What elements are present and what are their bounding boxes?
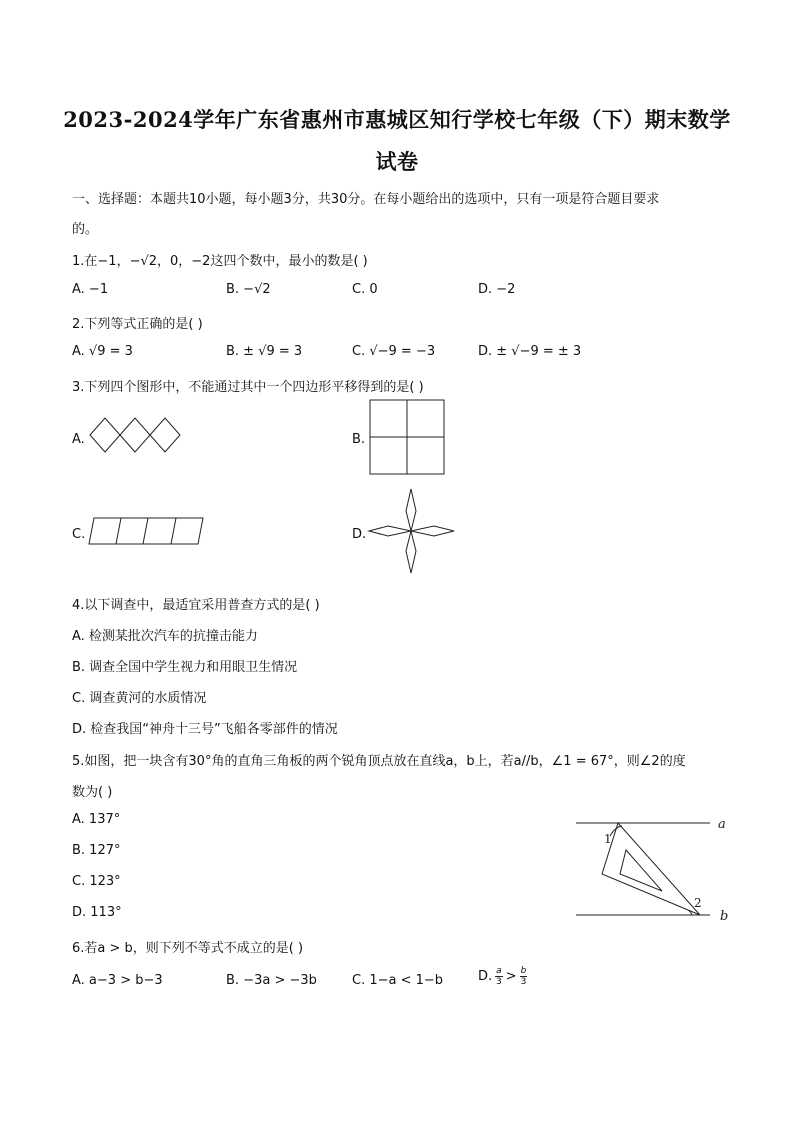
question-5-option-c: C. 123° [72,874,121,889]
question-1-option-b: B. −√2 [226,282,271,297]
question-5-option-b: B. 127° [72,843,121,858]
relation-symbol: > [505,969,517,984]
question-3-stem: 3.下列四个图形中，不能通过其中一个四边形平移得到的是( ) [72,380,424,395]
question-5-stem-line1: 5.如图，把一块含有30°角的直角三角板的两个锐角顶点放在直线a，b上，若a//b，∠1 = 67°，则∠2的度 [72,754,686,769]
label-angle-1: 1 [604,832,612,846]
fraction-denominator: 3 [520,977,527,987]
question-6-option-c: C. 1−a < 1−b [352,973,444,988]
question-1-option-a: A. −1 [72,282,109,297]
question-3-label-c: C. [72,527,86,542]
option-d-prefix: D. [478,969,493,984]
question-3-figure-d [368,487,458,577]
section-instruction-line2: 的。 [72,222,99,237]
exam-title-line1: 2023-2024学年广东省惠州市惠城区知行学校七年级（下）期末数学 [63,107,731,132]
label-angle-2: 2 [694,896,702,910]
question-3-label-a: A. [72,432,85,447]
question-5-stem-line2: 数为( ) [72,785,113,800]
question-1-stem: 1.在−1，−√2，0，−2这四个数中，最小的数是( ) [72,254,368,269]
question-3-label-b: B. [352,432,366,447]
question-3-label-d: D. [352,527,367,542]
question-2-stem: 2.下列等式正确的是( ) [72,317,203,332]
triangle-ruler-outer [602,823,700,915]
question-4-stem: 4.以下调查中，最适宜采用普查方式的是( ) [72,598,320,613]
question-3-figure-a [88,415,184,455]
question-5-option-d: D. 113° [72,905,122,920]
question-2-option-d: D. ± √−9 = ± 3 [478,344,582,359]
triangle-ruler-inner [620,850,662,891]
exam-title-line2: 试卷 [375,149,419,174]
question-2-option-b: B. ± √9 = 3 [226,344,303,359]
question-4-option-b: B. 调查全国中学生视力和用眼卫生情况 [72,660,298,675]
question-3-figure-b [369,399,447,477]
question-6-option-d [478,966,527,987]
fraction-a-over-3 [495,966,503,987]
question-5-option-a: A. 137° [72,812,121,827]
fraction-numerator: b [520,966,527,976]
question-4-option-a: A. 检测某批次汽车的抗撞击能力 [72,629,258,644]
question-6-option-a: A. a−3 > b−3 [72,973,163,988]
question-2-option-c: C. √−9 = −3 [352,344,436,359]
question-2-option-a: A. √9 = 3 [72,344,133,359]
question-1-option-d: D. −2 [478,282,516,297]
fraction-numerator: a [496,966,502,976]
fraction-b-over-3 [520,966,528,987]
question-3-figure-c [88,517,208,547]
question-1-option-c: C. 0 [352,282,378,297]
question-4-option-c: C. 调查黄河的水质情况 [72,691,207,706]
section-instruction-line1: 一、选择题：本题共10小题，每小题3分，共30分。在每小题给出的选项中，只有一项是符合题目要求 [72,192,660,207]
fraction-denominator: 3 [496,977,502,987]
question-6-option-b: B. −3a > −3b [226,973,317,988]
question-5-figure [570,812,740,927]
label-b: b [720,909,729,924]
label-a: a [718,817,726,832]
question-4-option-d: D. 检查我国“神舟十三号”飞船各零部件的情况 [72,722,338,737]
question-6-stem: 6.若a > b，则下列不等式不成立的是( ) [72,941,304,956]
